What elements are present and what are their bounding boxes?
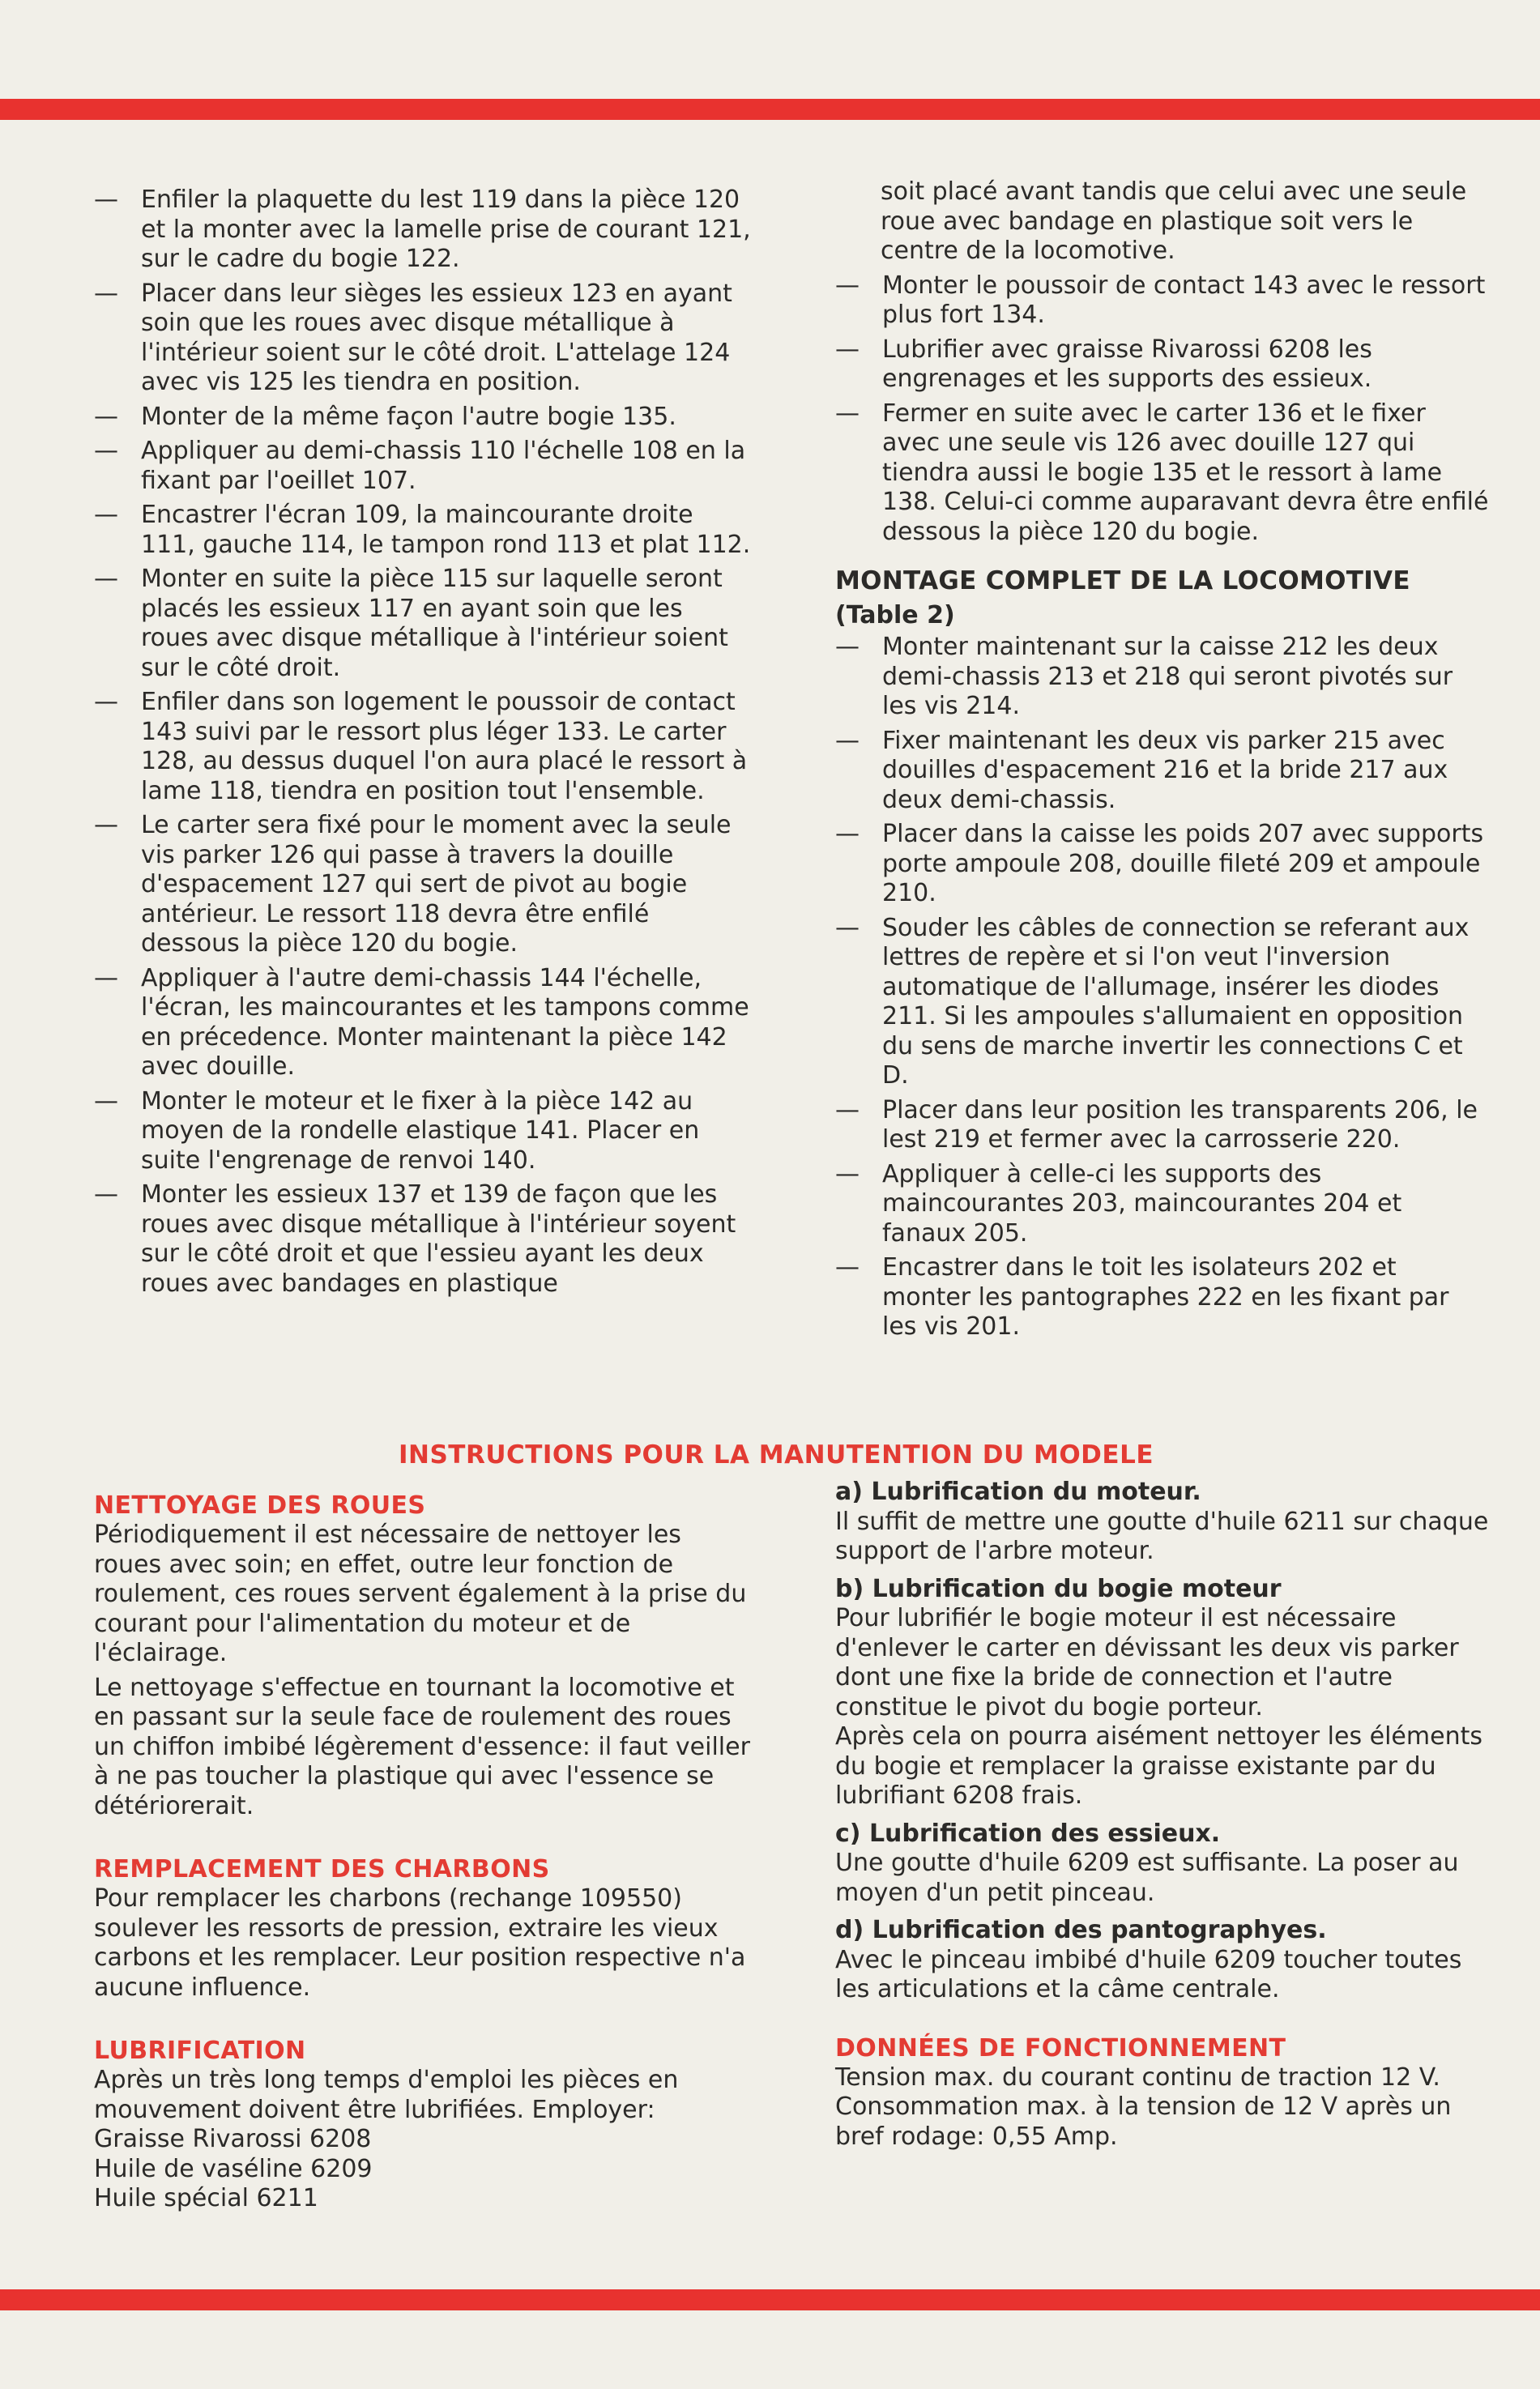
dash-mark: — (94, 1086, 118, 1116)
assembly-step: — Monter en suite la pièce 115 sur laquelle seront placés les essieux 117 en ayant soin que les roues avec disque métallique à l'intérieur soient sur le côté droit. (94, 565, 728, 682)
top-red-band (0, 99, 1540, 120)
nettoyage-paragraph: Périodiquement il est nécessaire de nettoyer les roues avec soin; en effet, outre leur fonction de roulement, ces roues servent également à la prise du courant pour l'alimentation du moteur et de l'éclairage. (94, 1521, 747, 1667)
lub-essieux-title: c) Lubrification des essieux. (835, 1819, 1221, 1848)
montage-title: MONTAGE COMPLET DE LA LOCOMOTIVE (835, 566, 1410, 595)
donnees-title: DONNÉES DE FONCTIONNEMENT (835, 2033, 1286, 2063)
bottom-red-band (0, 2289, 1540, 2310)
lub-bogie-text: Pour lubrifiér le bogie moteur il est nécessaire d'enlever le carter en dévissant les deux vis parker dont une fixe la bride de connection et l'autre constitue le pivot du bogie porteur. (835, 1604, 1459, 1721)
lubrification-paragraph: Après un très long temps d'emploi les pièces en mouvement doivent être lubrifiées. Employer: (94, 2066, 679, 2124)
dash-mark: — (835, 1253, 860, 1282)
lubrification-title: LUBRIFICATION (94, 2037, 306, 2065)
assembly-step: — Le carter sera fixé pour le moment avec la seule vis parker 126 qui passe à travers la douille d'espacement 127 qui sert de pivot au bogie antérieur. Le ressort 118 devra être enfilé dessous la pièce 120 du bogie. (94, 811, 732, 958)
spacer (94, 2007, 752, 2037)
lub-moteur-text: Il suffit de mettre une goutte d'huile 6211 sur chaque support de l'arbre moteur. (835, 1507, 1489, 1565)
dash-mark: — (94, 688, 118, 716)
dash-mark: — (94, 279, 118, 308)
maintenance-right-column (835, 1478, 1490, 2152)
dash-mark: — (835, 913, 860, 942)
montage-step: — Appliquer à celle-ci les supports des maincourantes 203, maincourantes 204 et fanaux 205. (835, 1159, 1402, 1248)
assembly-step: — Monter le poussoir de contact 143 avec le ressort plus fort 134. (835, 271, 1486, 329)
lubricant-item: Huile spécial 6211 (94, 2184, 318, 2212)
montage-step: — Encastrer dans le toit les isolateurs 202 et monter les pantographes 222 en les fixant par les vis 201. (835, 1253, 1449, 1341)
montage-step: — Monter maintenant sur la caisse 212 les deux demi-chassis 213 et 218 qui seront pivotés sur les vis 214. (835, 633, 1453, 720)
montage-subtitle: (Table 2) (835, 601, 955, 629)
spacer (94, 1826, 752, 1855)
dash-mark: — (94, 963, 118, 992)
assembly-step: — Enfiler dans son logement le poussoir de contact 143 suivi par le ressort plus léger 133. Le carter 128, au dessus duquel l'on aura placé le ressort à lame 118, tiendra en position tout l'ensemble. (94, 688, 748, 805)
lub-bogie-text: Après cela on pourra aisément nettoyer les éléments du bogie et remplacer la graisse existante par du lubrifiant 6208 frais. (835, 1722, 1482, 1810)
assembly-step-continuation: soit placé avant tandis que celui avec une seule roue avec bandage en plastique soit vers le centre de la locomotive. (881, 177, 1467, 265)
dash-mark: — (835, 271, 860, 300)
dash-mark: — (94, 811, 118, 839)
assembly-step: — Placer dans leur sièges les essieux 123 en ayant soin que les roues avec disque métallique à l'intérieur soient sur le côté droit. L'attelage 124 avec vis 125 les tiendra en position. (94, 279, 732, 396)
assembly-step: — Monter les essieux 137 et 139 de façon que les roues avec disque métallique à l'intérieur soyent sur le côté droit et que l'essieu ayant les deux roues avec bandages en plastique (94, 1180, 736, 1298)
assembly-step: — Lubrifier avec graisse Rivarossi 6208 les engrenages et les supports des essieux. (835, 335, 1372, 393)
dash-mark: — (835, 399, 860, 428)
dash-mark: — (835, 1095, 860, 1124)
charbons-title: REMPLACEMENT DES CHARBONS (94, 1855, 550, 1883)
nettoyage-title: NETTOYAGE DES ROUES (94, 1491, 426, 1520)
assembly-left-column (94, 186, 752, 1303)
assembly-step: — Appliquer au demi-chassis 110 l'échelle 108 en la fixant par l'oeillet 107. (94, 437, 746, 495)
lub-moteur-title: a) Lubrification du moteur. (835, 1478, 1201, 1506)
montage-step: — Placer dans la caisse les poids 207 avec supports porte ampoule 208, douille fileté 209 et ampoule 210. (835, 820, 1484, 907)
dash-mark: — (835, 820, 860, 848)
dash-mark: — (94, 1180, 118, 1209)
lubricant-item: Huile de vaséline 6209 (94, 2154, 373, 2183)
assembly-right-column (835, 177, 1490, 1347)
lubricant-item: Graisse Rivarossi 6208 (94, 2125, 372, 2153)
charbons-paragraph: Pour remplacer les charbons (rechange 109550) soulever les ressorts de pression, extraire les vieux carbons et les remplacer. Leur position respective n'a aucune influence. (94, 1884, 746, 2002)
nettoyage-paragraph: Le nettoyage s'effectue en tournant la locomotive et en passant sur la seule face de roulement des roues un chiffon imbibé légèrement d'essence: il faut veiller à ne pas toucher la plastique qui avec l'essence se détériorerait. (94, 1673, 750, 1820)
assembly-step: — Appliquer à l'autre demi-chassis 144 l'échelle, l'écran, les maincourantes et les tampons comme en précedence. Monter maintenant la pièce 142 avec douille. (94, 963, 749, 1081)
montage-step: — Souder les câbles de connection se referant aux lettres de repère et si l'on veut l'inversion automatique de l'allumage, insérer les diodes 211. Si les ampoules s'allumaient en opposition du sens de marche invertir les connections C et D. (835, 913, 1470, 1090)
dash-mark: — (835, 335, 860, 364)
instructions-title: INSTRUCTIONS POUR LA MANUTENTION DU MODELE (399, 1440, 1154, 1470)
lub-essieux-text: Une goutte d'huile 6209 est suffisante. La poser au moyen d'un petit pinceau. (835, 1849, 1459, 1907)
spacer (835, 2005, 1490, 2034)
dash-mark: — (94, 437, 118, 465)
dash-mark: — (94, 402, 118, 431)
lub-pantographes-text: Avec le pinceau imbibé d'huile 6209 toucher toutes les articulations et la câme centrale. (835, 1945, 1462, 2003)
assembly-step: — Monter le moteur et le fixer à la pièce 142 au moyen de la rondelle elastique 141. Placer en suite l'engrenage de renvoi 140. (94, 1086, 700, 1175)
lub-bogie-title: b) Lubrification du bogie moteur (835, 1574, 1282, 1603)
assembly-step: — Enfiler la plaquette du lest 119 dans la pièce 120 et la monter avec la lamelle prise de courant 121, sur le cadre du bogie 122. (94, 186, 751, 273)
dash-mark: — (835, 633, 860, 661)
donnees-text: Consommation max. à la tension de 12 V après un bref rodage: 0,55 Amp. (835, 2093, 1452, 2151)
lub-pantographes-title: d) Lubrification des pantographyes. (835, 1916, 1327, 1944)
montage-step: — Placer dans leur position les transparents 206, le lest 219 et fermer avec la carrosserie 220. (835, 1095, 1478, 1154)
dash-mark: — (94, 565, 118, 593)
assembly-step: — Fermer en suite avec le carter 136 et le fixer avec une seule vis 126 avec douille 127 qui tiendra aussi le bogie 135 et le ressort à lame 138. Celui-ci comme auparavant devra être enfilé dessous la pièce 120 du bogie. (835, 399, 1489, 546)
donnees-text: Tension max. du courant continu de traction 12 V. (835, 2063, 1440, 2092)
dash-mark: — (835, 1159, 860, 1188)
assembly-step: — Encastrer l'écran 109, la maincourante droite 111, gauche 114, le tampon rond 113 et plat 112. (94, 501, 751, 559)
assembly-step: — Monter de la même façon l'autre bogie 135. (94, 402, 676, 431)
dash-mark: — (94, 186, 118, 214)
dash-mark: — (94, 501, 118, 529)
montage-step: — Fixer maintenant les deux vis parker 215 avec douilles d'espacement 216 et la bride 217 aux deux demi-chassis. (835, 726, 1448, 814)
maintenance-left-column (94, 1491, 752, 2214)
dash-mark: — (835, 726, 860, 755)
